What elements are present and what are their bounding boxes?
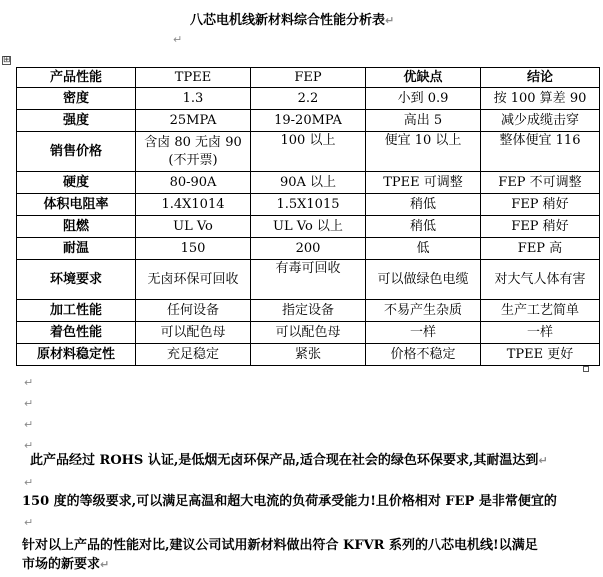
table-cell: 指定设备 [251,300,366,322]
document-title-text: 八芯电机线新材料综合性能分析表 [190,13,386,28]
row-label-cell: 体积电阻率 [17,194,136,216]
paragraph-mark: ↵ [538,454,548,467]
row-label-cell: 销售价格 [17,132,136,172]
paragraph-mark: ↵ [24,516,34,529]
table-cell: 高出 5 [366,110,481,132]
table-row [17,172,600,194]
table-cell: 1.3 [136,88,251,110]
table-move-handle-icon[interactable]: ⊞ [3,55,11,65]
table-cell: 稍低 [366,216,481,238]
table-row [17,132,600,172]
table-cell: 对大气人体有害 [481,260,600,300]
body-paragraph [22,557,109,573]
row-label-cell: 阻燃 [17,216,136,238]
table-cell: 1.5X1015 [251,194,366,216]
table-cell: 有毒可回收 [251,260,366,300]
table-cell: 200 [251,238,366,260]
table-cell: 小到 0.9 [366,88,481,110]
table-cell: 一样 [481,322,600,344]
body-text-line: 针对以上产品的性能对比,建议公司试用新材料做出符合 KFVR 系列的八芯电机线!以满足 [22,538,538,553]
document-title [190,9,394,28]
paragraph-mark: ↵ [173,33,183,46]
table-cell: 低 [366,238,481,260]
paragraph-mark: ↵ [24,376,34,389]
row-label-cell: 原材料稳定性 [17,344,136,366]
table-cell: 任何设备 [136,300,251,322]
table-row [17,194,600,216]
table-cell: FEP 不可调整 [481,172,600,194]
table-cell: 25MPA [136,110,251,132]
table-cell: 100 以上 [251,132,366,172]
paragraph-mark: ↵ [24,476,34,489]
table-cell: 150 [136,238,251,260]
table-cell: UL Vo [136,216,251,238]
body-text-line: 150 度的等级要求,可以满足高温和超大电流的负荷承受能力!且价格相对 FEP 是非常便宜的 [22,494,557,509]
table-cell: 稍低 [366,194,481,216]
row-label-cell: 硬度 [17,172,136,194]
table-cell: 含卤 80 无卤 90(不开票) [136,132,251,172]
table-row [17,88,600,110]
table-cell: 1.4X1014 [136,194,251,216]
table-cell: 不易产生杂质 [366,300,481,322]
table-cell: UL Vo 以上 [251,216,366,238]
table-cell: 便宜 10 以上 [366,132,481,172]
table-cell: FEP 稍好 [481,194,600,216]
table-cell: 一样 [366,322,481,344]
table-cell: 可以配色母 [136,322,251,344]
table-row [17,216,600,238]
table-cell: 充足稳定 [136,344,251,366]
body-paragraph [22,494,557,510]
table-cell: 19-20MPA [251,110,366,132]
row-label-cell: 密度 [17,88,136,110]
table-cell: 80-90A [136,172,251,194]
table-cell: 减少成缆击穿 [481,110,600,132]
header-cell: 产品性能 [17,68,136,88]
table-row [17,110,600,132]
table-cell: FEP 稍好 [481,216,600,238]
row-label-cell: 耐温 [17,238,136,260]
table-row [17,300,600,322]
paragraph-mark: ↵ [24,418,34,431]
table-cell: 可以配色母 [251,322,366,344]
paragraph-mark: ↵ [385,14,395,27]
table-row [17,322,600,344]
table-cell: 90A 以上 [251,172,366,194]
paragraph-mark: ↵ [24,439,34,452]
table-header-row [17,68,600,88]
table-cell: 生产工艺简单 [481,300,600,322]
table-cell: 按 100 算差 90 [481,88,600,110]
table-cell: 价格不稳定 [366,344,481,366]
paragraph-mark: ↵ [100,558,110,571]
body-paragraph [30,453,548,469]
body-text-line: 此产品经过 ROHS 认证,是低烟无卤环保产品,适合现在社会的绿色环保要求,其耐温达到 [30,453,539,468]
table-cell: 可以做绿色电缆 [366,260,481,300]
body-text-line: 市场的新要求 [22,557,101,572]
comparison-table [16,67,600,366]
table-row [17,238,600,260]
header-cell: 优缺点 [366,68,481,88]
row-label-cell: 强度 [17,110,136,132]
paragraph-mark: ↵ [24,397,34,410]
row-label-cell: 着色性能 [17,322,136,344]
row-label-cell: 环境要求 [17,260,136,300]
table-cell: FEP 高 [481,238,600,260]
header-cell: TPEE [136,68,251,88]
table-cell: 整体便宜 116 [481,132,600,172]
row-label-cell: 加工性能 [17,300,136,322]
table-cell: 2.2 [251,88,366,110]
table-row [17,260,600,300]
table-cell: TPEE 更好 [481,344,600,366]
table-cell: 无卤环保可回收 [136,260,251,300]
table-row [17,344,600,366]
header-cell: FEP [251,68,366,88]
table-resize-handle[interactable] [583,366,589,372]
table-cell: 紧张 [251,344,366,366]
header-cell: 结论 [481,68,600,88]
table-cell: TPEE 可调整 [366,172,481,194]
body-paragraph [22,538,538,554]
